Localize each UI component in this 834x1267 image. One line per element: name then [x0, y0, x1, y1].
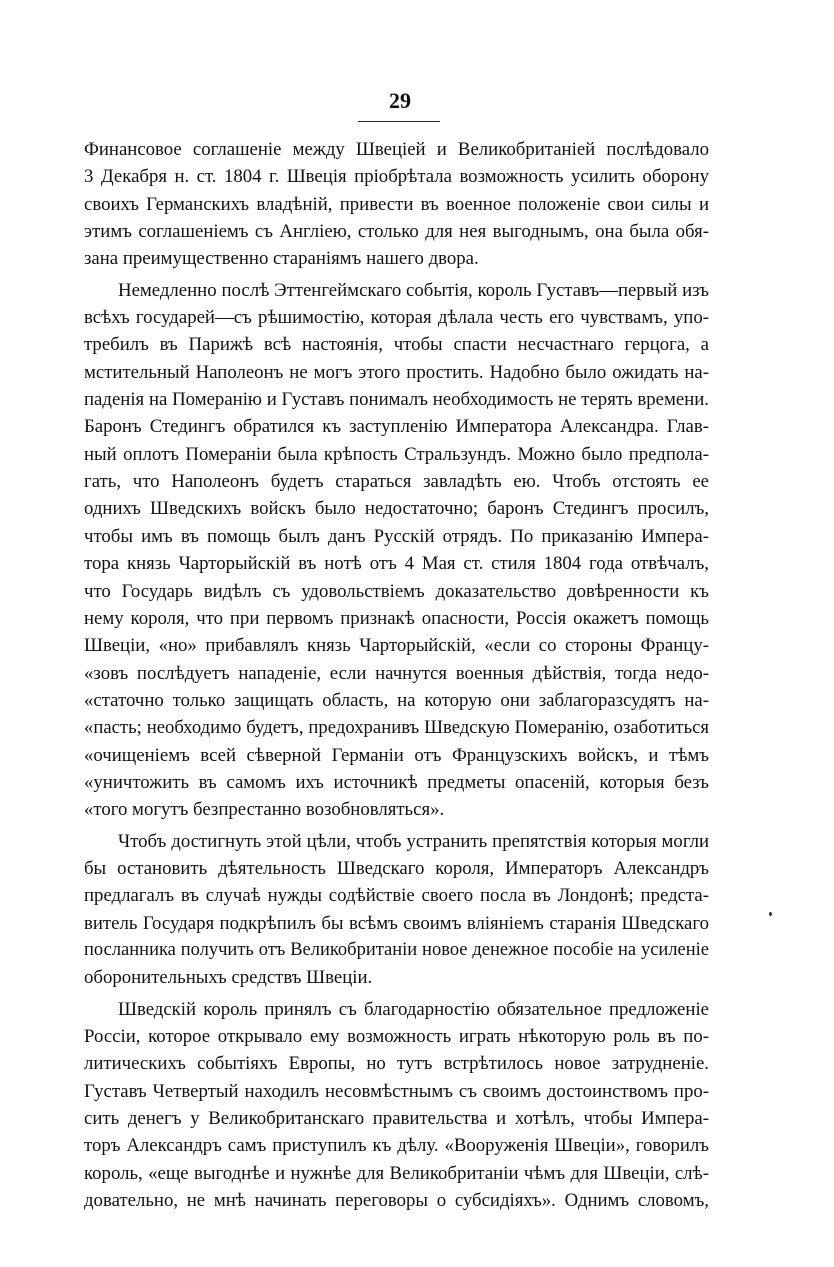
text-line: «пасть; необходимо будетъ, предохранивъ Шведскую Померанiю, озаботиться — [84, 717, 709, 739]
text-line: король, «еще выгоднѣе и нужнѣе для Великобританiи чѣмъ для Швецiи, слѣ- — [84, 1162, 709, 1184]
text-line: чтобы имъ въ помощь былъ данъ Русскiй отрядъ. По приказанiю Импера- — [84, 525, 709, 547]
paragraph-1 — [84, 136, 709, 273]
text-line: торъ Александръ самъ приступилъ къ дѣлу. «Вооруженiя Швецiи», говорилъ — [84, 1135, 709, 1157]
text-line: однихъ Шведскихъ войскъ было недостаточно; баронъ Стедингъ просилъ, — [84, 498, 709, 520]
text-line: своихъ Германскихъ владѣнiй, привести въ военное положенiе свои силы и — [84, 193, 709, 215]
text-line: тора князь Чарторыйскiй въ нотѣ отъ 4 Мая ст. стиля 1804 года отвѣчалъ, — [84, 553, 709, 575]
text-line: требилъ въ Парижѣ всѣ настоянiя, чтобы спасти несчастнаго герцога, а — [84, 334, 709, 356]
text-line: всѣхъ государей—съ рѣшимостiю, которая дѣлала честь его чувствамъ, упо- — [84, 307, 709, 329]
text-line: «уничтожить въ самомъ ихъ источникѣ предметы опасенiй, которыя безъ — [84, 771, 709, 793]
text-line: «статочно только защищать область, на которую они заблагоразсудятъ на- — [84, 689, 709, 711]
text-line: Густавъ Четвертый находилъ несовмѣстнымъ съ своимъ достоинствомъ про- — [84, 1080, 709, 1102]
paragraph-4 — [84, 996, 709, 1215]
text-line: нему короля, что при первомъ признакѣ опасности, Россiя окажетъ помощь — [84, 607, 709, 629]
text-line: бы остановить дѣятельность Шведскаго короля, Императоръ Александръ — [84, 857, 709, 879]
text-line: Баронъ Стедингъ обратился къ заступленiю Императора Александра. Глав- — [84, 416, 709, 438]
text-line: «очищенiемъ всей сѣверной Германiи отъ Французскихъ войскъ, и тѣмъ — [84, 744, 709, 766]
text-line: мстительный Наполеонъ не могъ этого простить. Надобно было ожидать на- — [84, 361, 709, 383]
text-line: 3 Декабря н. ст. 1804 г. Швецiя прiобрѣтала возможность усилить оборону — [84, 166, 709, 188]
text-line: Финансовое соглашенiе между Швецiей и Великобританiей послѣдовало — [84, 139, 709, 160]
text-line: посланника получить отъ Великобританiи новое денежное пособiе на усиленiе — [84, 939, 709, 960]
text-line: предлагалъ въ случаѣ нужды содѣйствiе своего посла въ Лондонѣ; предста- — [84, 885, 709, 907]
body-text — [84, 136, 709, 1214]
text-line: этимъ соглашенiемъ съ Англiею, столько для нея выгоднымъ, она была обя- — [84, 221, 709, 243]
text-line: ный оплотъ Померанiи была крѣпость Стральзундъ. Можно было предпола- — [84, 443, 709, 465]
text-line: оборонительныхъ средствъ Швецiи. — [84, 967, 373, 989]
text-line: «зовъ послѣдуетъ нападенiе, если начнутся военныя дѣйствiя, тогда недо- — [84, 662, 709, 684]
text-line: зана преимущественно старанiямъ нашего двора. — [84, 248, 479, 270]
text-line: витель Государя подкрѣпилъ бы всѣмъ своимъ влiянiемъ старанiя Шведскаго — [84, 912, 709, 934]
text-line: гать, что Наполеонъ будетъ стараться завладѣть ею. Чтобъ отстоять ее — [84, 471, 709, 493]
paragraph-2 — [84, 277, 709, 824]
text-line: довательно, не мнѣ начинать переговоры о субсидiяхъ». Однимъ словомъ, — [84, 1190, 709, 1212]
text-line: паденiя на Померанiю и Густавъ понималъ необходимость не терять времени. — [84, 389, 709, 411]
text-line: Чтобъ достигнуть этой цѣли, чтобъ устранить препятствiя которыя могли — [118, 830, 709, 852]
text-line: Шведскiй король принялъ съ благодарностiю обязательное предложенiе — [118, 998, 709, 1020]
text-line: сить денегъ у Великобританскаго правительства и хотѣлъ, чтобы Импера- — [84, 1108, 709, 1130]
text-line: что Государь видѣлъ съ удовольствiемъ доказательство довѣренности къ — [84, 580, 709, 602]
page-number-rule — [358, 121, 440, 122]
text-line: «того могутъ безпрестанно возобновляться». — [84, 799, 445, 821]
text-line: Немедленно послѣ Эттенгеймскаго событiя, король Густавъ—первый изъ — [118, 279, 709, 301]
text-line: Швецiи, «но» прибавлялъ князь Чарторыйскiй, «если со стороны Францу- — [84, 635, 709, 657]
text-line: Россiи, которое открывало ему возможность играть нѣкоторую роль въ по- — [84, 1026, 709, 1047]
paragraph-3 — [84, 828, 709, 992]
ink-speck — [769, 912, 772, 916]
text-line: литическихъ событiяхъ Европы, но тутъ встрѣтилось новое затрудненiе. — [84, 1053, 709, 1075]
page-number: 29 — [389, 88, 411, 113]
